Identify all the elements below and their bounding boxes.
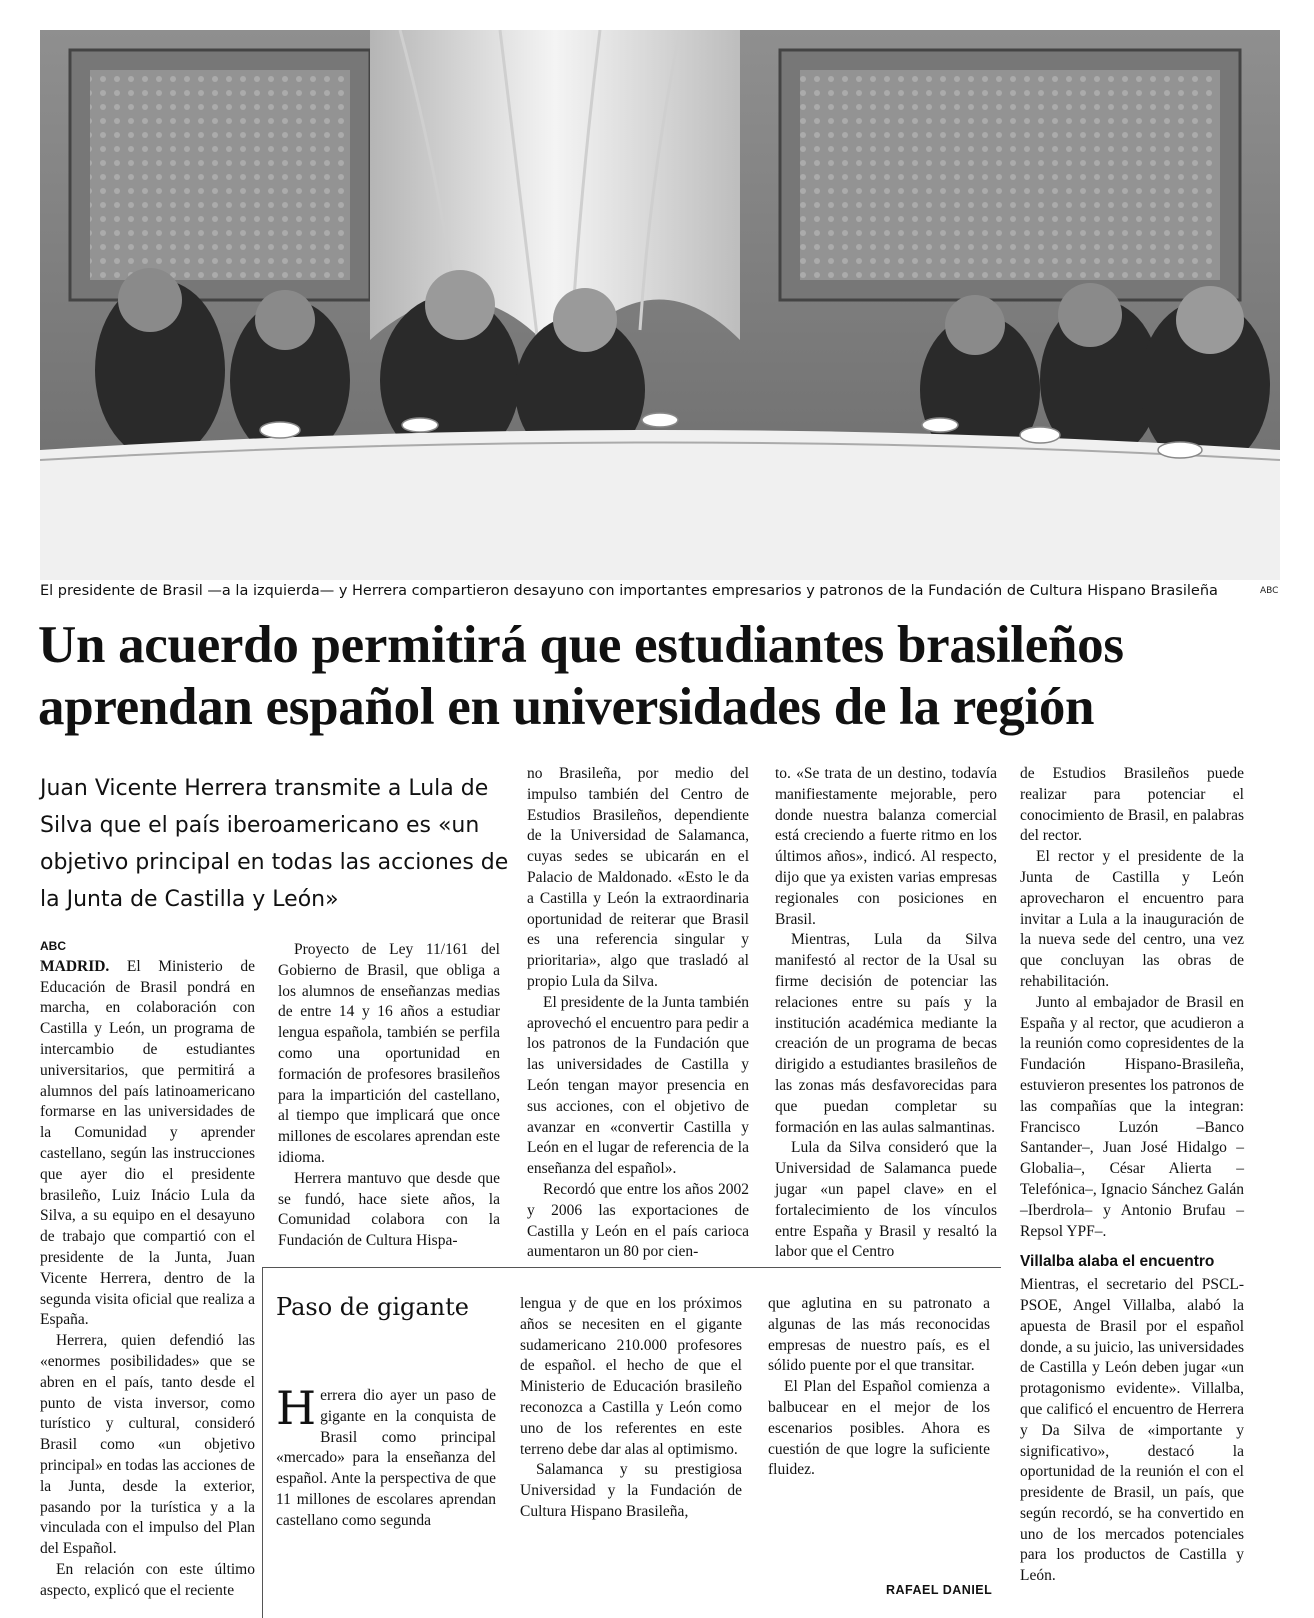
article-column-5: [1020, 764, 1244, 1587]
headline: Un acuerdo permitirá que estudiantes brasileños aprendan español en universidades de la región: [38, 616, 1124, 736]
sidebar-column-1: [276, 1381, 496, 1532]
subheadline: Juan Vicente Herrera transmite a Lula de Silva que el país iberoamericano es «un objetivo principal en todas las acciones de la Junta de Castilla y León»: [40, 776, 509, 912]
photo-credit: ABC: [1260, 586, 1279, 596]
photo-caption: El presidente de Brasil —a la izquierda— y Herrera compartieron desayuno con importantes empresarios y patronos de la Fundación de Cultura Hispano Brasileña: [40, 583, 1218, 599]
sidebar-column-2: [520, 1294, 742, 1523]
sidebar-author: RAFAEL DANIEL: [886, 1583, 993, 1597]
article-paragraph: no Brasileña, por medio del impulso también del Centro de Estudios Brasileños, dependiente de la Universidad de Salamanca, cuyas sedes se ubicarán en el Palacio de Maldonado. «Esto le da a Castilla y León la extraordinaria oportunidad de reiterar que Brasil es una referencia singular y prioritaria», algo que trasladó al propio Lula da Silva.: [527, 765, 749, 990]
sidebar-paragraph: Herrera dio ayer un paso de gigante en la conquista de Brasil como principal «mercado» para la enseñanza del español. Ante la perspectiva de que 11 millones de escolares aprendan castellano como segunda: [276, 1381, 496, 1529]
sidebar-column-3: [768, 1294, 990, 1481]
article-paragraph: Mientras, el secretario del PSCL-PSOE, Angel Villalba, alabó la apuesta de Brasil por el español donde, a su juicio, las universidades de Castilla y León deben jugar «un protagonismo evidente». Villalba, que calificó el encuentro de Herrera y Da Silva de «importante y significativo», destacó la oportunidad de la reunión el con el presidente de Brasil, un país, que según recordó, se ha convertido en uno de los mercados potenciales para los productos de Castilla y León.: [1020, 1276, 1244, 1585]
article-column-3: [527, 764, 749, 1263]
article-paragraph: Recordó que entre los años 2002 y 2006 las exportaciones de Castilla y León en el país carioca aumentaron un 80 por cien-: [527, 1180, 749, 1261]
article-paragraph: Mientras, Lula da Silva manifestó al rector de la Usal su firme decisión de potenciar las relaciones entre su país y la institución académica mediante la creación de un programa de becas dirigido a estudiantes brasileños de las zonas más desfavorecidas para que puedan completar su formación en las aulas salmantinas.: [775, 931, 997, 1136]
dateline: MADRID.: [40, 957, 110, 975]
byline: ABC: [40, 939, 66, 953]
article-column-1: [40, 936, 255, 1602]
article-paragraph: de Estudios Brasileños puede realizar para potenciar el conocimiento de Brasil, en palabras del rector.: [1020, 765, 1244, 845]
sidebar-paragraph: lengua y de que en los próximos años se necesiten en el gigante sudamericano 210.000 profesores de español. el hecho de que el Ministerio de Educación brasileño reconozca a Castilla y León como uno de los referentes en este terreno debe dar alas al optimismo.: [520, 1295, 742, 1458]
article-column-2: [278, 940, 500, 1252]
section-subhead: Villalba alaba el encuentro: [1020, 1253, 1215, 1271]
article-paragraph: El presidente de la Junta también aprovechó el encuentro para pedir a los patronos de la Fundación que las universidades de Castilla y León tengan mayor presencia en sus acciones, con el objetivo de avanzar en «convertir Castilla y León en el lugar de referencia de la enseñanza del español».: [527, 993, 749, 1178]
dropcap: H: [276, 1381, 317, 1435]
photo-illustration: [40, 30, 1280, 580]
article-paragraph: Herrera, quien defendió las «enormes posibilidades» que se abren en el país, tanto desde el punto de vista inversor, como turístico y cultural, consideró Brasil como «un objetivo principal» en todas las acciones de la Junta, desde la exterior, pasando por la turística y a la vinculada con el impulso del Plan del Español.: [40, 1332, 255, 1558]
news-photo: [40, 30, 1280, 580]
article-paragraph: to. «Se trata de un destino, todavía manifiestamente mejorable, pero donde nuestra balanza comercial está creciendo a fuerte ritmo en los últimos años», indicó. Al respecto, dijo que ya existen varias empresas regionales con posiciones en Brasil.: [775, 765, 997, 928]
article-column-4: [775, 764, 997, 1263]
sidebar-paragraph: que aglutina en su patronato a algunas de las más reconocidas empresas de nuestro país, es el sólido puente por el que transitar.: [768, 1295, 990, 1375]
article-paragraph: En relación con este último aspecto, explicó que el reciente: [40, 1560, 255, 1599]
article-paragraph: Herrera mantuvo que desde que se fundó, hace siete años, la Comunidad colabora con la Fundación de Cultura Hispa-: [278, 1169, 500, 1250]
sidebar-paragraph: Salamanca y su prestigiosa Universidad y la Fundación de Cultura Hispano Brasileña,: [520, 1461, 742, 1520]
article-paragraph: Lula da Silva consideró que la Universidad de Salamanca puede jugar «un papel clave» en el fortalecimiento de los vínculos entre España y Brasil y resaltó la labor que el Centro: [775, 1139, 997, 1261]
article-paragraph: Junto al embajador de Brasil en España y al rector, que acudieron a la reunión como copresidentes de la Fundación Hispano-Brasileña, estuvieron presentes los patronos de las compañías que la integran: Francisco Luzón –Banco Santander–, Juan José Hidalgo –Globalia–, César Alierta –Telefónica–, Ignacio Sánchez Galán –Iberdrola– y Antonio Brufau –Repsol YPF–.: [1020, 993, 1244, 1240]
sidebar-title: Paso de gigante: [276, 1293, 469, 1321]
article-paragraph: MADRID. El Ministerio de Educación de Brasil pondrá en marcha, en colaboración con Castilla y León, un programa de intercambio de estudiantes universitarios, que permitirá a alumnos del país latinoamericano formarse en las universidades de la Comunidad y aprender castellano, según las instrucciones que ayer dio el presidente brasileño, Luiz Inácio Lula da Silva, a su equipo en el desayuno de trabajo que compartió con el presidente de la Junta, Juan Vicente Herrera, dentro de la segunda visita oficial que realiza a España.: [40, 957, 255, 1329]
sidebar-paragraph: El Plan del Español comienza a balbucear en el mejor de los escenarios posibles. Ahora es cuestión de que logre la suficiente fluidez.: [768, 1378, 990, 1479]
article-paragraph: Proyecto de Ley 11/161 del Gobierno de Brasil, que obliga a los alumnos de enseñanzas medias de entre 14 y 16 años a estudiar lengua española, también se perfila como una oportunidad en formación de profesores brasileños para la impartición del castellano, al tiempo que implicará que once millones de escolares aprendan este idioma.: [278, 941, 500, 1166]
article-paragraph: El rector y el presidente de la Junta de Castilla y León aprovecharon el encuentro para invitar a Lula a la inauguración de la nueva sede del centro, una vez que concluyan las obras de rehabilitación.: [1020, 848, 1244, 990]
